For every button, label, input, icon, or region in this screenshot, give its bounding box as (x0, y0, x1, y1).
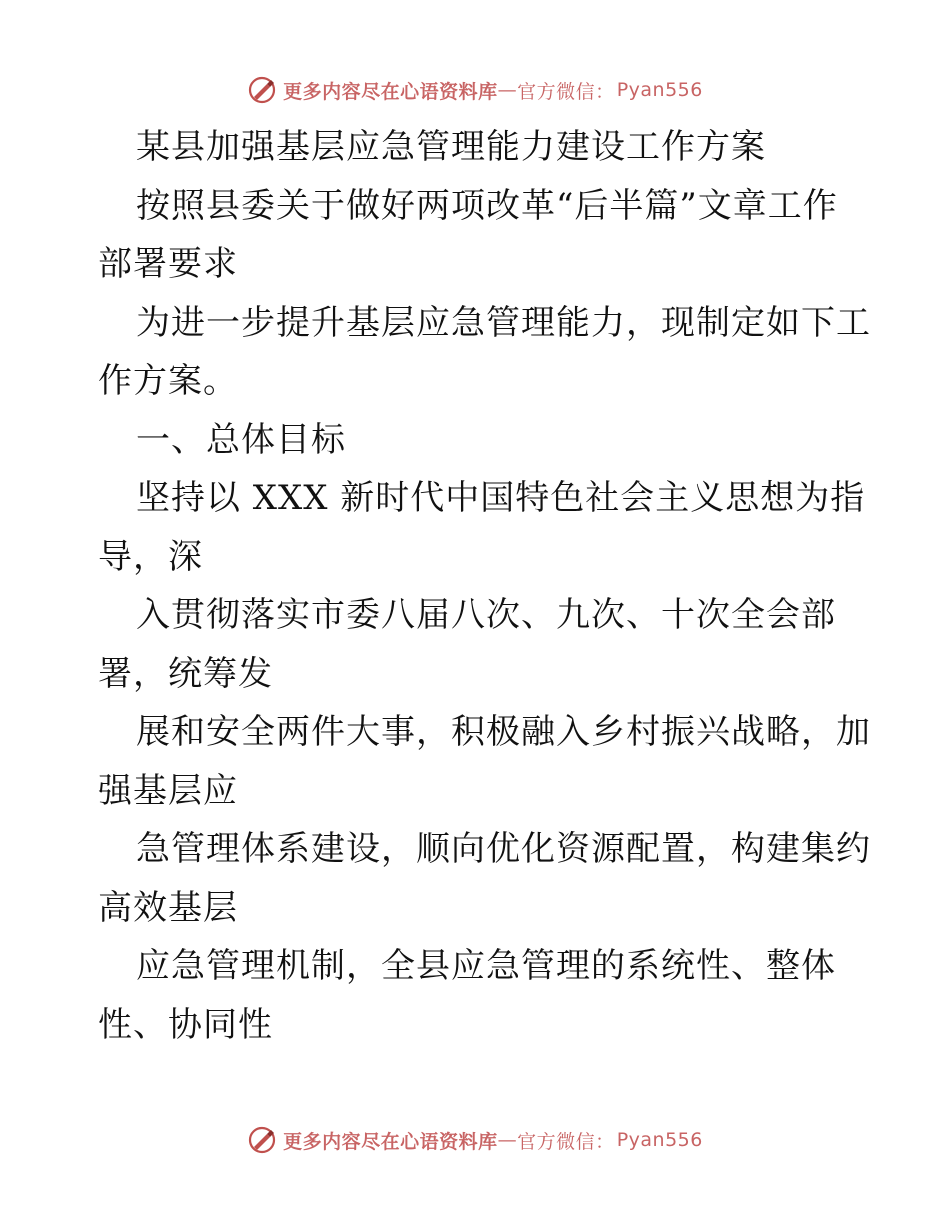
text-line: 强基层应 (98, 770, 238, 811)
text-line: 急管理体系建设，顺向优化资源配置，构建集约 (136, 829, 871, 869)
text-line: 作方案。 (98, 361, 238, 401)
document-body (98, 118, 871, 1054)
text-line: 应急管理机制，全县应急管理的系统性、整体 (136, 946, 836, 986)
text-line: 展和安全两件大事，积极融入乡村振兴战略，加 (136, 712, 871, 752)
document-title: 某县加强基层应急管理能力建设工作方案 (136, 127, 766, 167)
watermark-text: 更多内容尽在心语资料库 (283, 1130, 498, 1153)
watermark-wechat-id: Pyan556 (616, 79, 703, 101)
pen-logo-icon (247, 75, 277, 105)
watermark-header (0, 70, 950, 110)
watermark-separator: — (497, 1129, 518, 1151)
text-line: 入贯彻落实市委八届八次、九次、十次全会部 (136, 595, 836, 635)
text-line: 部署要求 (98, 244, 238, 284)
text-line: 为进一步提升基层应急管理能力，现制定如下工 (136, 302, 871, 343)
pen-logo-icon (247, 1125, 277, 1155)
text-line: 导，深 (98, 536, 203, 577)
text-line: 高效基层 (98, 887, 238, 928)
watermark-footer (0, 1120, 950, 1160)
text-line: 按照县委关于做好两项改革“后半篇”文章工作 (136, 185, 838, 226)
watermark-wechat-label: 官方微信： (517, 80, 615, 103)
watermark-text: 更多内容尽在心语资料库 (283, 80, 498, 103)
text-line: 性、协同性 (98, 1004, 273, 1045)
watermark-wechat-label: 官方微信： (517, 1130, 615, 1153)
watermark-wechat-id: Pyan556 (616, 1129, 703, 1151)
section-heading: 一、总体目标 (136, 419, 346, 460)
watermark-separator: — (497, 79, 518, 101)
text-line: 署，统筹发 (98, 653, 273, 694)
text-line: 坚持以 XXX 新时代中国特色社会主义思想为指 (136, 478, 866, 518)
